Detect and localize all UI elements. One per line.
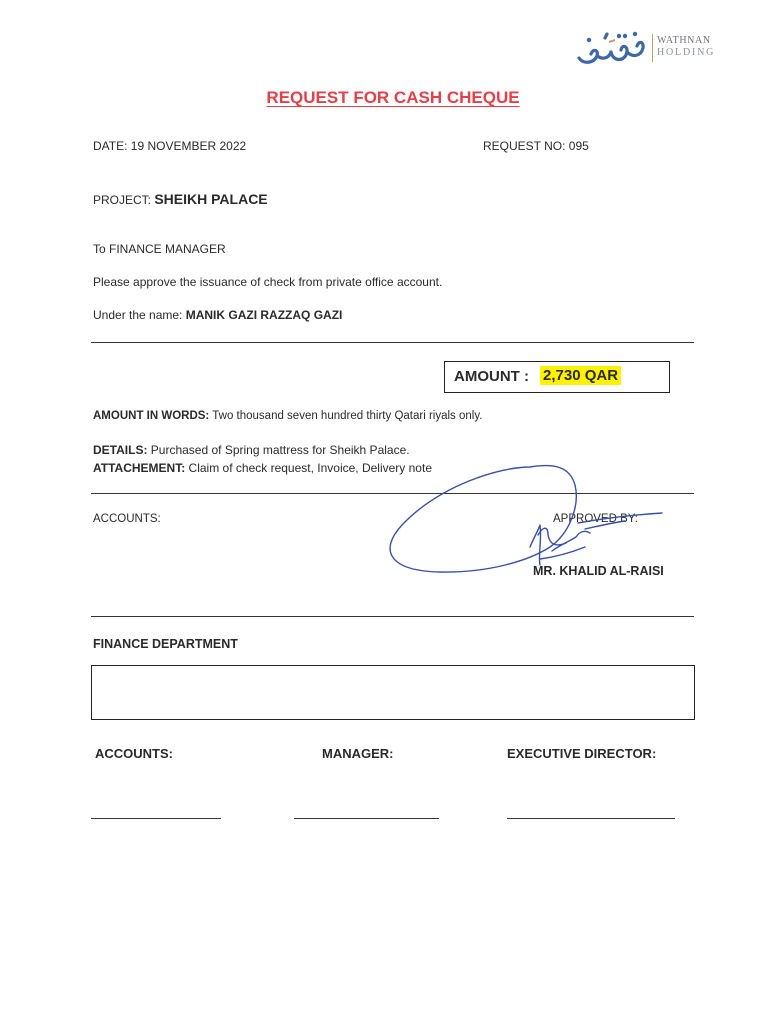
executive-director-signature-label: EXECUTIVE DIRECTOR:: [507, 746, 657, 761]
project-line: [93, 191, 268, 207]
approved-by-label: APPROVED BY:: [553, 513, 639, 525]
document-title: REQUEST FOR CASH CHEQUE: [266, 88, 520, 107]
accounts-signature-line: [91, 818, 221, 819]
accounts-signature-label: ACCOUNTS:: [95, 746, 173, 761]
logo-text-wathnan: WATHNAN: [657, 35, 711, 46]
amount-value: 2,730 QAR: [540, 366, 621, 385]
to-line: To FINANCE MANAGER: [93, 242, 226, 256]
amount-in-words-label: AMOUNT IN WORDS:: [93, 410, 210, 422]
logo-divider: [652, 34, 653, 62]
wathnan-logo: [575, 28, 725, 72]
divider: [91, 342, 694, 343]
finance-department-box: [91, 665, 695, 720]
amount-box: [444, 361, 670, 393]
manager-signature-label: MANAGER:: [322, 746, 394, 761]
logo-text-holding: HOLDING: [657, 47, 716, 58]
approver-name: MR. KHALID AL-RAISI: [533, 564, 664, 578]
request-number: REQUEST NO: 095: [483, 139, 589, 153]
details-value: Purchased of Spring mattress for Sheikh Palace.: [147, 443, 410, 457]
project-value: SHEIKH PALACE: [154, 191, 268, 207]
project-label: PROJECT:: [93, 193, 155, 207]
date-line: DATE: 19 NOVEMBER 2022: [93, 139, 247, 153]
details-line: [93, 443, 410, 457]
amount-in-words-value: Two thousand seven hundred thirty Qatari riyals only.: [209, 410, 483, 422]
payee-line: [93, 308, 342, 322]
details-label: DETAILS:: [93, 443, 148, 457]
amount-label: AMOUNT :: [454, 368, 529, 385]
divider: [91, 616, 694, 617]
payee-value: MANIK GAZI RAZZAQ GAZI: [185, 308, 343, 322]
approve-line: Please approve the issuance of check from private office account.: [93, 275, 443, 289]
manager-signature-line: [294, 818, 439, 819]
payee-label: Under the name:: [93, 308, 186, 322]
accounts-label: ACCOUNTS:: [93, 513, 161, 525]
attachment-value: Claim of check request, Invoice, Delivery note: [185, 461, 432, 475]
wathnan-arabic-calligraphy-logo-icon: [575, 28, 649, 68]
attachment-label: ATTACHEMENT:: [93, 461, 186, 475]
executive-director-signature-line: [507, 818, 675, 819]
finance-department-heading: FINANCE DEPARTMENT: [93, 637, 238, 651]
amount-in-words-line: [93, 410, 482, 422]
